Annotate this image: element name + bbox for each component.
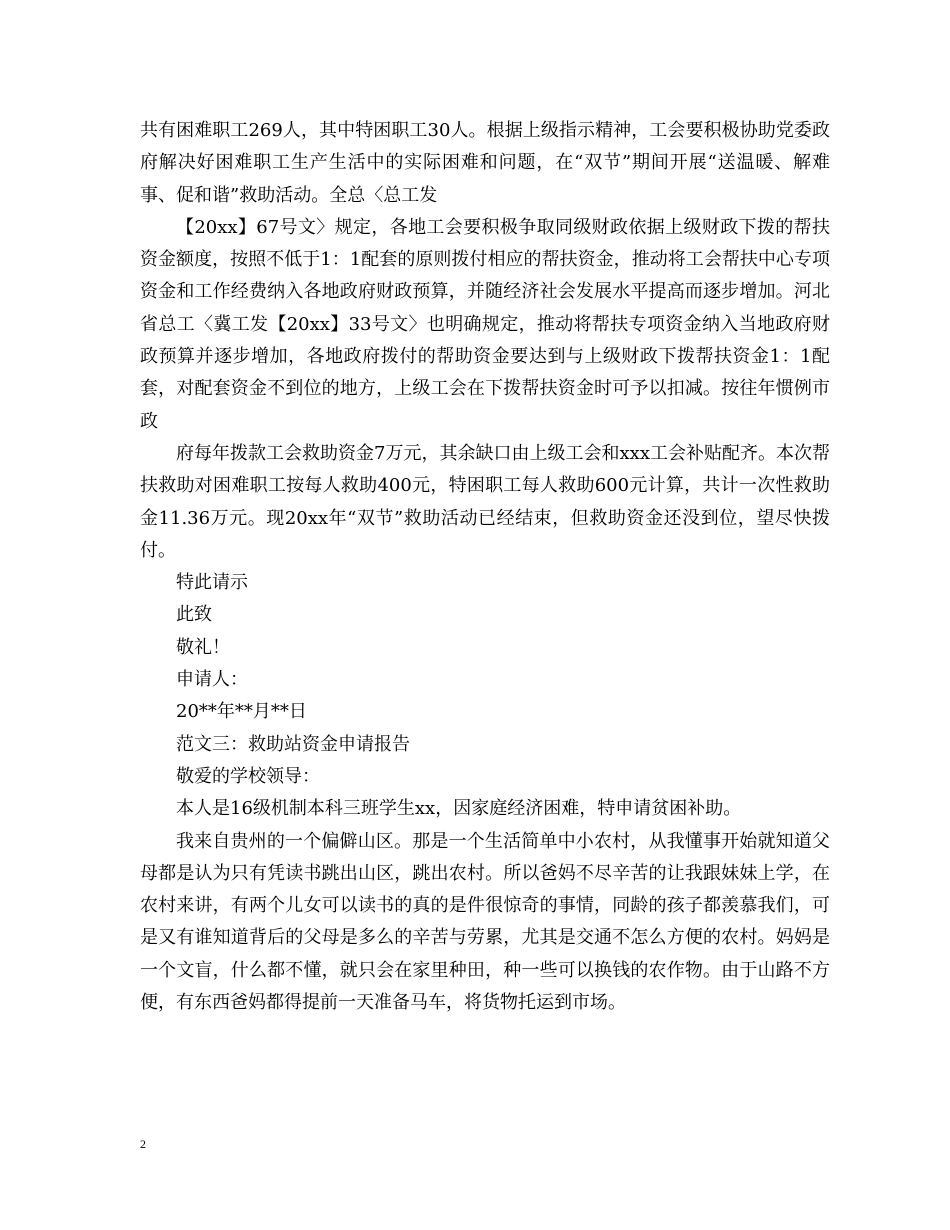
applicant-line: 申请人： [176, 669, 248, 691]
paragraph-1: 共有困难职工269人，其中特困职工30人。根据上级指示精神，工会要积极协助党委政府解决好困难职工生产生活中的实际困难和问题，在“双节”期间开展“送温暖、解难事、促和谐”救助活动。全总〈总工发 [140, 120, 830, 206]
date-line: 20**年**月**日 [176, 701, 307, 723]
page-number: 2 [140, 1137, 146, 1151]
closing-request-line: 特此请示 [176, 572, 248, 594]
document-body [140, 115, 830, 1019]
paragraph-2: 【20xx】67号文〉规定，各地工会要积极争取同级财政依据上级财政下拨的帮扶资金额度，按照不低于1：1配套的原则拨付相应的帮扶资金，推动将工会帮扶中心专项资金和工作经费纳入各地政府财政预算，并随经济社会发展水平提高而逐步增加。河北省总工〈冀工发【20xx】33号文〉也明确规定，推动将帮扶专项资金纳入当地政府财政预算并逐步增加，各地政府拨付的帮助资金要达到与上级财政下拨帮扶资金1：1配套，对配套资金不到位的地方，上级工会在下拨帮扶资金时可予以扣减。按往年惯例市政 [140, 216, 830, 432]
intro-line: 本人是16级机制本科三班学生xx，因家庭经济困难，特申请贫困补助。 [176, 798, 742, 820]
section-title: 范文三：救助站资金申请报告 [176, 733, 410, 755]
salutation-line: 此致 [176, 604, 212, 626]
paragraph-final: 我来自贵州的一个偏僻山区。那是一个生活简单中小农村，从我懂事开始就知道父母都是认为只有凭读书跳出山区，跳出农村。所以爸妈不尽辛苦的让我跟妹妹上学，在农村来讲，有两个儿女可以读书的真的是件很惊奇的事情，同龄的孩子都羡慕我们，可是又有谁知道背后的父母是多么的辛苦与劳累，尤其是交通不怎么方便的农村。妈妈是一个文盲，什么都不懂，就只会在家里种田，种一些可以换钱的农作物。由于山路不方便，有东西爸妈都得提前一天准备马车，将货物托运到市场。 [140, 830, 830, 1014]
letter-greeting: 敬爱的学校领导： [176, 765, 320, 787]
regards-line: 敬礼！ [176, 636, 230, 658]
paragraph-3: 府每年拨款工会救助资金7万元，其余缺口由上级工会和xxx工会补贴配齐。本次帮扶救助对困难职工按每人救助400元，特困职工每人救助600元计算，共计一次性救助金11.36万元。现20xx年“双节”救助活动已经结束，但救助资金还没到位，望尽快拨付。 [140, 442, 830, 561]
